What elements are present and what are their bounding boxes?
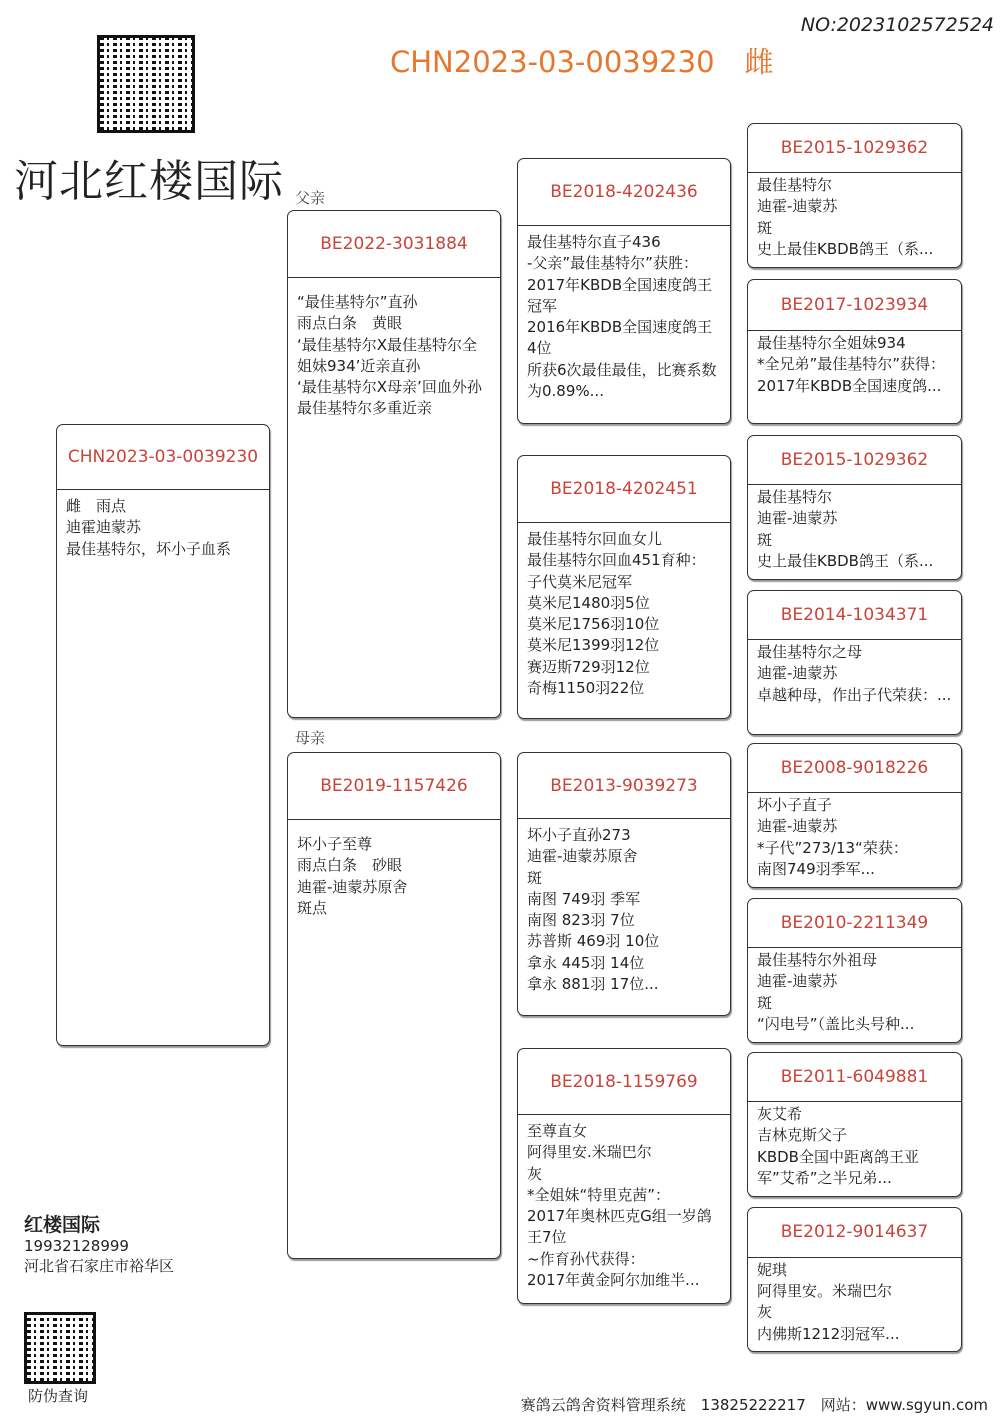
card-text: 坏小子直孙273 迪霍-迪蒙苏原舍 斑 南图 749羽 季军 南图 823羽 7位 苏普斯 469羽 10位 拿永 445羽 14位 拿永 881羽 17位... [527,826,660,994]
brand-name: 河北红楼国际 [14,156,284,207]
pedigree-card-dam-sire [517,752,731,1016]
card-ring: BE2010-2211349 [748,899,961,948]
pedigree-card-dss [747,743,962,888]
card-ring: BE2018-4202436 [518,159,730,226]
card-ring: BE2012-9014637 [748,1208,961,1258]
document-number: NO:2023102572524 [800,14,994,36]
card-ring: CHN2023-03-0039230 [57,425,269,490]
card-text: 最佳基特尔外祖母 迪霍-迪蒙苏 斑 “闪电号”（盖比头号种... [757,951,915,1033]
sire-label: 父亲 [295,189,326,207]
verify-qr-code [24,1312,96,1384]
card-text: 雌 雨点 迪霍迪蒙苏 最佳基特尔，坏小子血系 [66,497,232,558]
card-ring: BE2019-1157426 [288,753,500,820]
card-ring: BE2017-1023934 [748,280,961,331]
pedigree-card-sdd [747,590,962,735]
page-title [390,40,774,81]
qr-code [97,35,195,133]
pedigree-card-dsd [747,898,962,1043]
sex: 雌 [744,45,774,79]
card-text: 最佳基特尔之母 迪霍-迪蒙苏 卓越种母，作出子代荣获：... [757,643,952,704]
card-text: 最佳基特尔 迪霍-迪蒙苏 斑 史上最佳KBDB鸽王（系... [757,488,934,570]
pedigree-card-dam-dam [517,1048,731,1304]
card-ring: BE2015-1029362 [748,124,961,173]
pedigree-card-sire-sire [517,158,731,424]
card-text: 最佳基特尔全姐妹934 *全兄弟”最佳基特尔”获得： 2017年KBDB全国速度鸽... [757,334,946,395]
ring-number: CHN2023-03-0039230 [390,45,715,79]
card-text: 至尊直女 阿得里安.米瑞巴尔 灰 *全姐妹“特里克茜”： 2017年奥林匹克G组一岁鸽王7位 ~作育孙代获得： 2017年黄金阿尔加维半... [527,1122,712,1290]
card-text: 妮琪 阿得里安。米瑞巴尔 灰 内佛斯1212羽冠军... [757,1260,900,1343]
owner-phone: 19932128999 [24,1237,129,1255]
card-ring: BE2008-9018226 [748,744,961,793]
card-ring: BE2018-4202451 [518,456,730,523]
card-ring: BE2011-6049881 [748,1053,961,1102]
owner-name: 红楼国际 [24,1214,101,1236]
pedigree-card-dam [287,752,501,1259]
pedigree-card-sds [747,435,962,580]
pedigree-card-ddd [747,1207,962,1352]
pedigree-card-sss [747,123,962,268]
card-ring: BE2014-1034371 [748,591,961,640]
owner-address: 河北省石家庄市裕华区 [24,1257,175,1275]
pedigree-card-subject [56,424,270,1046]
footer-text: 赛鸽云鸽舍资料管理系统 13825222217 网站：www.sgyun.com [520,1396,988,1414]
card-text: 最佳基特尔 迪霍-迪蒙苏 斑 史上最佳KBDB鸽王（系... [757,176,934,258]
pedigree-card-sire-dam [517,455,731,719]
card-text: 最佳基特尔回血女儿 最佳基特尔回血451育种： 子代莫米尼冠军 莫米尼1480羽5位 莫米尼1756羽10位 莫米尼1399羽12位 赛迈斯729羽12位 奇梅1150羽22位 [527,530,706,698]
owner-info [24,1210,174,1276]
card-text: 灰艾希 吉林克斯父子 KBDB全国中距离鸽王亚军”艾希”之半兄弟... [757,1105,919,1187]
card-text: 最佳基特尔直子436 -父亲”最佳基特尔”获胜： 2017年KBDB全国速度鸽王冠军 2016年KBDB全国速度鸽王4位 所获6次最佳最佳，比赛系数为0.89%... [527,233,717,401]
card-ring: BE2022-3031884 [288,211,500,278]
pedigree-card-sire [287,210,501,718]
card-ring: BE2015-1029362 [748,436,961,485]
pedigree-card-dds [747,1052,962,1197]
card-ring: BE2013-9039273 [518,753,730,819]
card-text: “最佳基特尔”直孙 雨点白条 黄眼 ‘最佳基特尔X最佳基特尔全姐妹934’近亲直孙 ‘最佳基特尔X母亲’回血外孙 最佳基特尔多重近亲 [297,293,482,418]
card-text: 坏小子至尊 雨点白条 砂眼 迪霍-迪蒙苏原舍 斑点 [297,835,408,917]
pedigree-card-ssd [747,279,962,424]
dam-label: 母亲 [295,729,326,747]
card-text: 坏小子直子 迪霍-迪蒙苏 *子代”273/13“荣获： 南图749羽季军... [757,796,908,878]
verify-label: 防伪查询 [28,1387,89,1405]
card-ring: BE2018-1159769 [518,1049,730,1115]
